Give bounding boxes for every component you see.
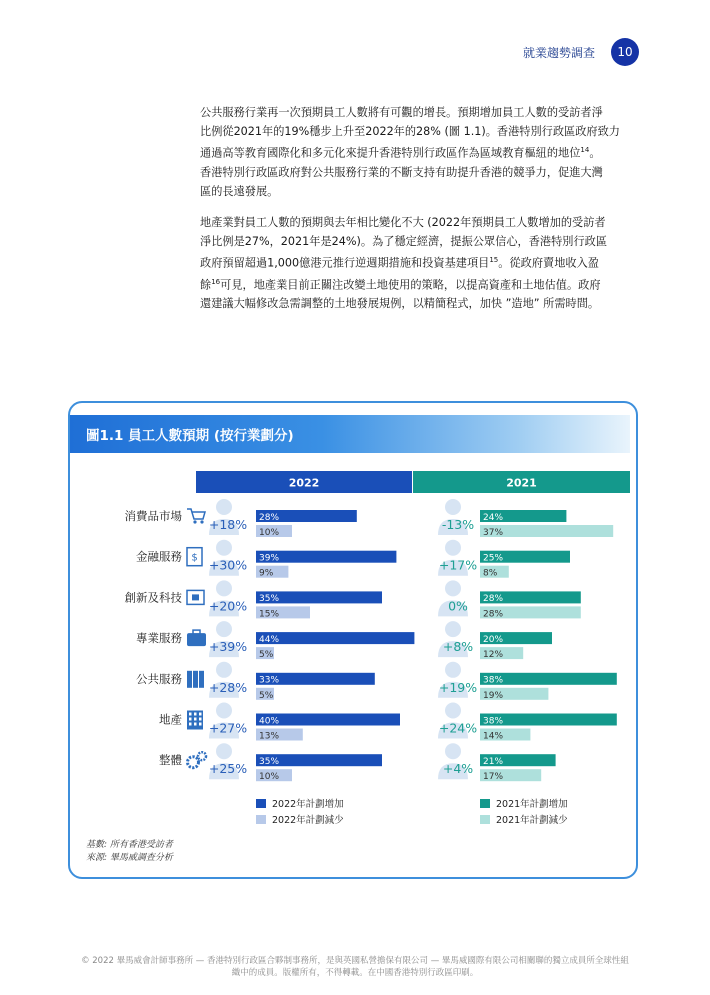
legend-swatch-decrease	[256, 815, 266, 824]
person-silhouette-head	[445, 662, 461, 678]
bar-increase-label: 38%	[483, 716, 504, 727]
bar-decrease-label: 5%	[259, 650, 274, 661]
paragraph-line: 餘$^{16}$可見，地產業目前正關注改變土地使用的策略，以提高資產和土地估值。政府	[200, 277, 601, 292]
person-silhouette-head	[445, 743, 461, 759]
net-value: +28%	[208, 679, 248, 695]
net-value: +17%	[438, 557, 478, 573]
bar-decrease-label: 8%	[483, 568, 498, 579]
net-value: -13%	[441, 517, 475, 532]
net-value: +4%	[442, 761, 474, 777]
person-silhouette-head	[216, 743, 232, 759]
report-title: 就業趨勢調查	[522, 46, 595, 60]
bar-increase-label: 28%	[483, 594, 504, 605]
person-silhouette-head	[216, 621, 232, 637]
bar-decrease-label: 10%	[259, 528, 280, 538]
building-window	[194, 723, 197, 726]
building-window	[194, 718, 197, 721]
category-label: 公共服務	[136, 671, 182, 686]
bar-increase-label: 33%	[259, 675, 280, 686]
net-value: +25%	[208, 761, 248, 777]
paragraph-real-estate	[200, 213, 650, 313]
bar-increase-label: 38%	[483, 675, 504, 686]
bar-decrease-label: 19%	[483, 690, 504, 701]
building-window	[199, 713, 202, 716]
bar-increase-label: 28%	[259, 512, 280, 523]
gears-icon	[188, 757, 199, 768]
footer-line: © 2022 畢馬威會計師事務所 — 香港特別行政區合夥制事務所，是與英國私營擔保有限公司 — 畢馬威國際有限公司相關聯的獨立成員所全球性組	[81, 956, 629, 966]
public-service-binders-icon	[187, 671, 192, 688]
paragraph-line: 淨比例是27%，2021年是24%)。為了穩定經濟，提振公眾信心，香港特別行政區	[200, 235, 608, 248]
paragraph-line: 區的長遠發展。	[200, 184, 279, 198]
bar-increase-label: 24%	[483, 512, 504, 523]
bar-increase-label: 20%	[483, 634, 504, 645]
bar-decrease-label: 9%	[259, 568, 274, 579]
bar-decrease-label: 15%	[259, 609, 280, 620]
footnote-ref: 15	[489, 256, 499, 264]
briefcase-handle	[193, 630, 200, 634]
person-silhouette-head	[445, 499, 461, 515]
binder-part	[193, 671, 198, 688]
chip-core	[192, 594, 199, 600]
shopping-cart-icon	[187, 509, 205, 519]
paragraph-line: 政府預留超過1,000億港元推行逆週期措施和投資基建項目$^{15}$。從政府賣地收入盈	[200, 256, 599, 270]
cart-wheel	[200, 520, 203, 523]
building-window	[189, 718, 192, 721]
category-label: 創新及科技	[124, 590, 182, 605]
bar-increase	[256, 632, 414, 644]
category-label: 金融服務	[136, 549, 182, 564]
person-silhouette-head	[216, 499, 232, 515]
legend-label: 2021年計劃減少	[496, 815, 568, 826]
paragraph-line: 還建議大幅修改急需調整的土地發展規例，以精簡程式，加快 ”造地” 所需時間。	[200, 297, 600, 311]
legend-swatch-increase	[256, 799, 266, 808]
page-number-badge: 10	[611, 38, 639, 66]
chart-title: 圖1.1 員工人數預期 (按行業劃分)	[86, 428, 294, 444]
employment-chart	[70, 403, 636, 877]
footer-line: 織中的成員。版權所有，不得轉載。在中國香港特別行政區印刷。	[231, 968, 479, 978]
category-label: 整體	[159, 753, 182, 768]
building-window	[189, 713, 192, 716]
bar-decrease-label: 12%	[483, 650, 504, 661]
paragraph-line: 比例從2021年的19%穩步上升至2022年的28% (圖 1.1)。香港特別行政區政府致力	[200, 125, 620, 138]
footnote-ref: 16	[211, 277, 221, 286]
person-silhouette-head	[445, 621, 461, 637]
person-silhouette-head	[445, 580, 461, 596]
bar-increase-label: 39%	[259, 553, 280, 564]
paragraph-line: 香港特別行政區政府對公共服務行業的不斷支持有助提升香港的競爭力，促進大灣	[200, 165, 603, 179]
person-silhouette-head	[216, 703, 232, 719]
paragraph-line: 公共服務行業再一次預期員工人數將有可觀的增長。預期增加員工人數的受訪者淨	[200, 106, 603, 119]
paragraph-line: 地產業對員工人數的預期與去年相比變化不大 (2022年預期員工人數增加的受訪者	[200, 216, 606, 229]
binder-part	[199, 671, 204, 688]
bar-decrease-label: 5%	[259, 690, 274, 701]
person-silhouette-head	[216, 540, 232, 556]
building-window	[194, 713, 197, 716]
chart-note: 來源: 畢馬威調查分析	[86, 853, 173, 863]
category-label: 消費品市場	[124, 509, 182, 523]
bar-decrease-label: 14%	[483, 731, 504, 742]
net-value: +18%	[208, 517, 248, 532]
footnote-ref: 14	[580, 146, 590, 154]
person-silhouette-head	[216, 662, 232, 678]
net-value: +27%	[208, 720, 248, 736]
category-label: 地產	[159, 712, 182, 727]
bar-decrease-label: 28%	[483, 609, 504, 620]
paragraph-public-services	[200, 103, 650, 201]
net-value: +20%	[208, 598, 248, 614]
briefcase-icon	[187, 633, 206, 646]
building-window	[189, 723, 192, 726]
bar-decrease-label: 10%	[259, 772, 280, 783]
bar-decrease-label: 13%	[259, 731, 280, 742]
figure-frame	[68, 401, 638, 879]
cart-wheel	[193, 520, 196, 523]
panel-header-label: 2021	[506, 476, 537, 490]
bar-increase-label: 40%	[259, 716, 280, 727]
net-value: +24%	[438, 720, 478, 736]
bar-decrease-label: 17%	[483, 772, 504, 783]
paragraph-line: 通過高等教育國際化和多元化來提升香港特別行政區作為區域教育樞紐的地位$^{14}$。	[200, 146, 601, 160]
net-value: +8%	[442, 639, 474, 655]
person-silhouette-head	[216, 580, 232, 596]
net-value: +30%	[208, 557, 248, 573]
legend-label: 2021年計劃增加	[496, 799, 568, 810]
building-window	[199, 723, 202, 726]
legend-swatch-increase	[480, 799, 490, 808]
net-value: +19%	[438, 679, 478, 695]
panel-header-label: 2022	[288, 476, 320, 490]
bar-increase-label: 21%	[483, 757, 504, 767]
legend-label: 2022年計劃減少	[272, 815, 344, 826]
bar-increase-label: 35%	[259, 757, 280, 767]
person-silhouette-head	[445, 703, 461, 719]
bar-increase-label: 35%	[259, 594, 280, 605]
bar-increase-label: 44%	[259, 634, 280, 645]
person-silhouette-head	[445, 540, 461, 556]
category-label: 專業服務	[136, 631, 182, 646]
legend-swatch-decrease	[480, 815, 490, 824]
net-value: +39%	[208, 639, 248, 655]
net-value: 0%	[448, 598, 468, 614]
building-window	[199, 718, 202, 721]
bar-decrease-label: 37%	[483, 528, 504, 538]
chart-note: 基數: 所有香港受訪者	[86, 840, 173, 850]
bar-increase-label: 25%	[483, 553, 504, 564]
legend-label: 2022年計劃增加	[272, 799, 344, 810]
gear-small	[198, 752, 206, 760]
dollar-sign: $	[191, 552, 198, 564]
copyright-footer	[0, 955, 710, 979]
